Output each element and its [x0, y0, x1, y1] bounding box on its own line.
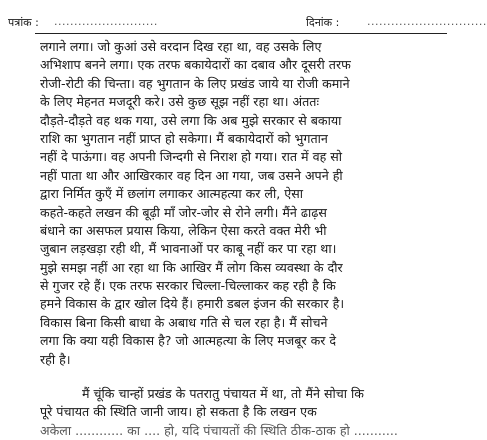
paragraph-2 — [40, 385, 412, 422]
header-divider — [35, 33, 447, 34]
paragraph-gap — [40, 369, 412, 385]
letterhead-header — [0, 12, 487, 32]
text-line: पूरे पंचायत की स्थिति जानी जाय। हो सकता है कि लखन एक — [40, 404, 317, 420]
reference-number-field: .......................... — [54, 15, 158, 28]
text-line: दौड़ते-दौड़ते वह थक गया, उसे लगा कि अब मुझे सरकार से बकाया — [40, 112, 342, 128]
text-line: रोजी-रोटी की चिन्ता। वह भुगतान के लिए प्रखंड जाये या रोजी कमाने — [40, 75, 350, 91]
text-line: द्वारा निर्मित कुएँ में छलांग लगाकर आत्महत्या कर ली, ऐसा — [40, 186, 303, 202]
text-line: मैं चूंकि चान्हों प्रखंड के पतरातु पंचायत में था, तो मैंने सोचा कि — [82, 386, 364, 402]
document-body — [40, 38, 412, 438]
text-line: राशि का भुगतान नहीं प्राप्त हो सकेगा। मैं बकायेदारों को भुगतान — [40, 130, 328, 146]
text-line: रही है। — [40, 351, 71, 367]
text-line: लगाने लगा। जो कुआं उसे वरदान दिख रहा था, वह उसके लिए — [40, 39, 322, 54]
cutoff-text-line: अकेला ............ का .... हो, यदि पंचायतों की स्थिति ठीक-ठाक हो ........... — [40, 422, 398, 438]
text-line: नहीं दे पाऊंगा। वह अपनी जिन्दगी से निराश हो गया। रात में वह सो — [40, 149, 343, 165]
text-line: अभिशाप बनने लगा। एक तरफ बकायेदारों का दबाव और दूसरी तरफ — [40, 57, 351, 73]
date-field: .............................. — [367, 15, 487, 28]
text-line: बंधाने का असफल प्रयास किया, लेकिन ऐसा करते वक्त मेरी भी — [40, 222, 327, 238]
reference-number-label: पत्रांक : — [8, 16, 39, 29]
paragraph-1 — [40, 38, 412, 369]
text-line: मुझे समझ नहीं आ रहा था कि आखिर मैं लोग किस व्यवस्था के दौर — [40, 259, 343, 275]
text-line: जुबान लड़खड़ा रही थी, मैं भावनाओं पर काबू नहीं कर पा रहा था। — [40, 241, 337, 257]
text-line: कहते-कहते लखन की बूढ़ी माँ जोर-जोर से रोने लगी। मैंने ढाढ़स — [40, 204, 327, 220]
text-line: विकास बिना किसी बाधा के अबाध गति से चल रहा है। मैं सोचने — [40, 314, 328, 330]
text-line: लगा कि क्या यही विकास है? जो आत्महत्या के लिए मजबूर कर दे — [40, 333, 337, 349]
text-line: के लिए मेहनत मजदूरी करे। उसे कुछ सूझ नहीं रहा था। अंततः — [40, 94, 320, 110]
text-line: से गुजर रहे हैं। एक तरफ सरकार चिल्ला-चिल्लाकर कह रही है कि — [40, 278, 336, 294]
text-line: हमने विकास के द्वार खोल दिये हैं। हमारी डबल इंजन की सरकार है। — [40, 296, 345, 312]
date-label: दिनांक : — [306, 16, 340, 29]
text-line: नहीं पाता था और आखिरकार वह दिन आ गया, जब उसने अपने ही — [40, 167, 343, 183]
